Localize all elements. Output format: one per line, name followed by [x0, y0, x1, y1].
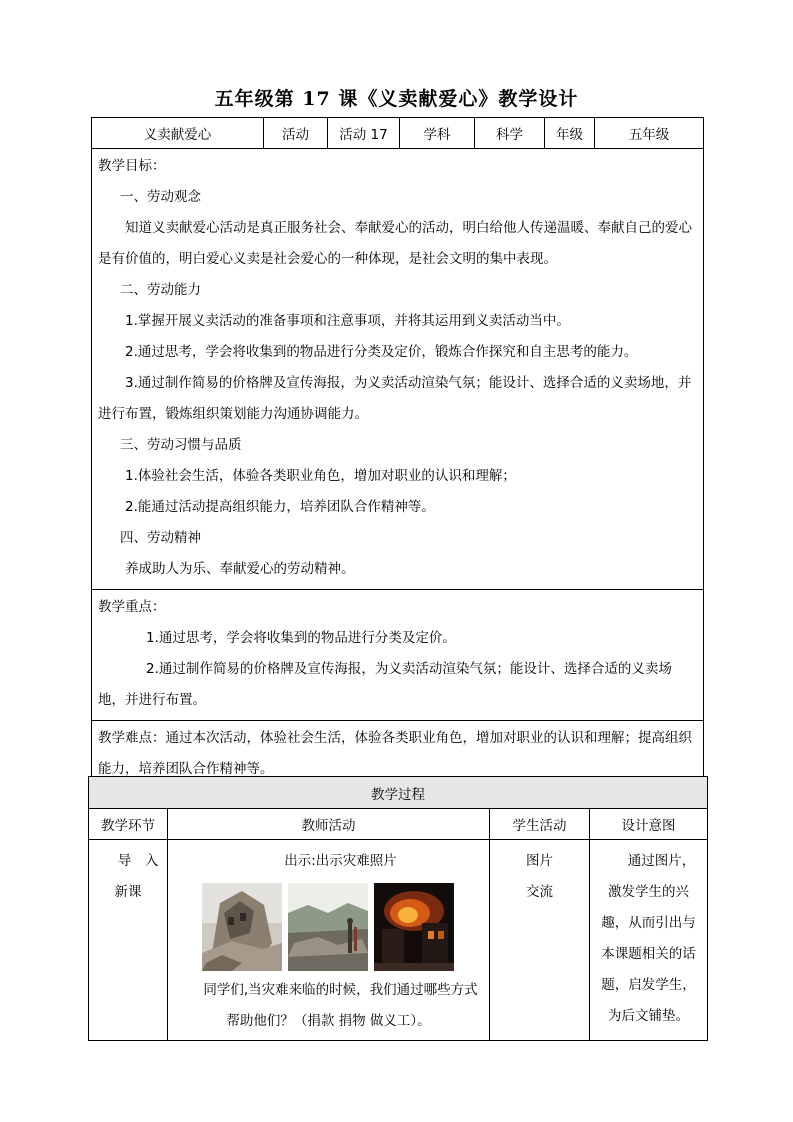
difficulty-text: 教学难点：通过本次活动，体验社会生活，体验各类职业角色，增加对职业的认识和理解；提高组织能力，培养团队合作精神等。 — [98, 730, 692, 777]
design-intent-cell — [590, 840, 708, 1041]
key-point-item: 1.通过思考，学会将收集到的物品进行分类及定价。 — [146, 630, 456, 646]
teacher-question: 同学们,当灾难来临的时候，我们通过哪些方式帮助他们？（捐款 捐物 做义工）。 — [203, 982, 478, 1029]
disaster-photos — [202, 883, 479, 971]
key-point-item: 2.通过制作简易的价格牌及宣传海报，为义卖活动渲染气氛；能设计、选择合适的义卖场地，并进行布置。 — [98, 661, 672, 708]
objective-2-item: 1.掌握开展义卖活动的准备事项和注意事项，并将其运用到义卖活动当中。 — [125, 313, 570, 329]
objectives-heading: 教学目标： — [98, 158, 166, 174]
lesson-info-table — [91, 117, 704, 790]
teacher-activity-cell — [168, 840, 490, 1041]
type-label-cell: 活动 — [264, 118, 328, 149]
objective-1-text: 知道义卖献爱心活动是真正服务社会、奉献爱心的活动，明白给他人传递温暖、奉献自己的爱心是有价值的，明白爱心义卖是社会爱心的一种体现，是社会文明的集中表现。 — [98, 220, 692, 267]
objective-4-title: 四、劳动精神 — [120, 530, 201, 546]
objective-3-item: 1.体验社会生活，体验各类职业角色，增加对职业的认识和理解； — [125, 468, 516, 484]
grade-value-cell: 五年级 — [595, 118, 704, 149]
col-intent-header: 设计意图 — [590, 809, 708, 840]
objectives-section — [92, 149, 704, 590]
student-activity-cell — [490, 840, 590, 1041]
col-stage-header: 教学环节 — [89, 809, 168, 840]
process-title: 教学过程 — [89, 777, 708, 809]
objective-2-item: 3.通过制作简易的价格牌及宣传海报，为义卖活动渲染气氛；能设计、选择合适的义卖场地，并进行布置，锻炼组织策划能力沟通协调能力。 — [98, 375, 692, 422]
collapsed-building-photo — [202, 883, 282, 971]
flood-ruins-photo — [288, 883, 368, 971]
page-title: 五年级第 17 课《义卖献爱心》教学设计 — [214, 88, 579, 110]
process-row-intro — [89, 840, 708, 1041]
header-row — [92, 118, 704, 149]
stage-cell — [89, 840, 168, 1041]
col-teacher-header: 教师活动 — [168, 809, 490, 840]
col-student-header: 学生活动 — [490, 809, 590, 840]
objective-3-item: 2.能通过活动提高组织能力，培养团队合作精神等。 — [125, 499, 435, 515]
grade-label-cell: 年级 — [545, 118, 595, 149]
subject-value-cell: 科学 — [475, 118, 545, 149]
lesson-name-cell: 义卖献爱心 — [92, 118, 264, 149]
teacher-show-text: 出示:出示灾难照片 — [284, 853, 397, 869]
stage-label: 导 入新课 — [114, 853, 159, 900]
objective-4-text: 养成助人为乐、奉献爱心的劳动精神。 — [125, 561, 355, 577]
process-header-row — [89, 809, 708, 840]
student-activity-item: 交流 — [526, 884, 553, 900]
subject-label-cell: 学科 — [400, 118, 475, 149]
objective-1-title: 一、劳动观念 — [120, 189, 201, 205]
process-table — [88, 776, 708, 1041]
design-intent-text: 通过图片，激发学生的兴趣，从而引出与本课题相关的话题，启发学生，为后文铺垫。 — [601, 853, 696, 1024]
objective-3-title: 三、劳动习惯与品质 — [120, 437, 242, 453]
objective-2-title: 二、劳动能力 — [120, 282, 201, 298]
key-points-heading: 教学重点： — [98, 599, 166, 615]
type-value-cell: 活动 17 — [328, 118, 400, 149]
fire-night-photo — [374, 883, 454, 971]
objective-2-item: 2.通过思考，学会将收集到的物品进行分类及定价，锻炼合作探究和自主思考的能力。 — [125, 344, 638, 360]
key-points-section — [92, 590, 704, 721]
student-activity-item: 图片 — [526, 853, 553, 869]
